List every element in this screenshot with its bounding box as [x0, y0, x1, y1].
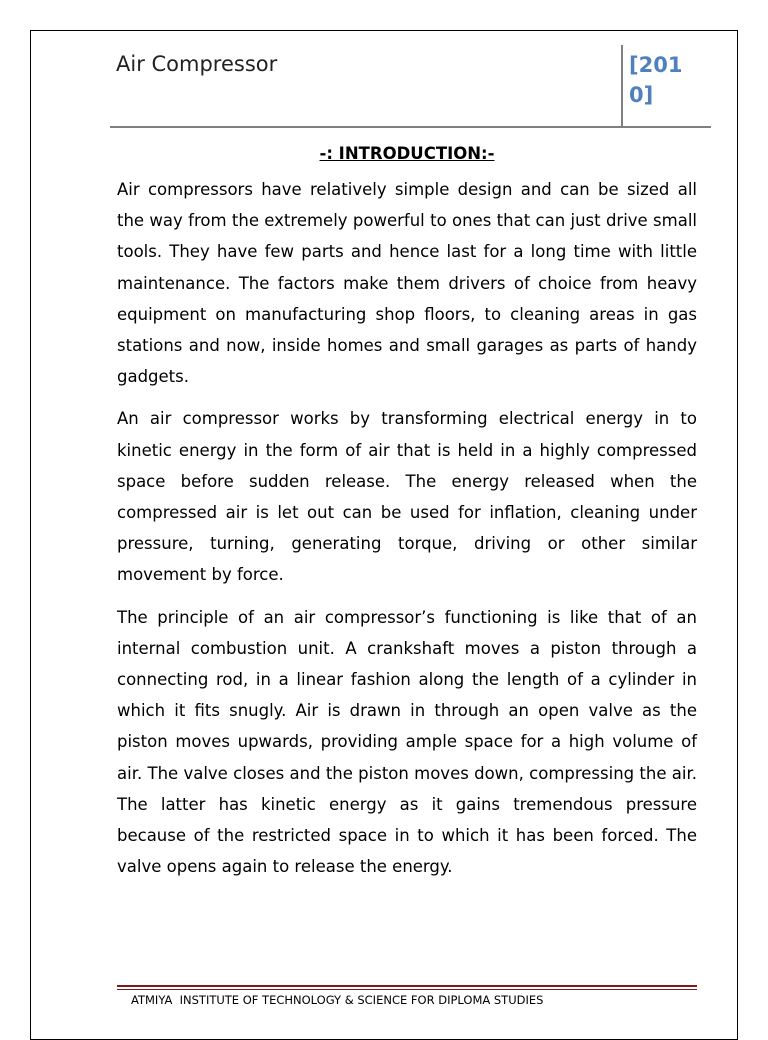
footer-institute-name: ATMIYA INSTITUTE OF TECHNOLOGY & SCIENCE FOR DIPLOMA STUDIES: [131, 993, 544, 1007]
paragraph-2: An air compressor works by transforming electrical energy in to kinetic energy in the form of air that is held in a highly compressed space before sudden release. The energy released when the compressed air is let out can be used for inflation, cleaning under pressure, turning, generating torque, driving or other similar movement by force.: [117, 409, 697, 585]
header-year-line-1: [201: [629, 53, 683, 77]
header-divider-vertical: [621, 45, 623, 127]
document-body: [117, 140, 697, 893]
paragraph-3: The principle of an air compressor’s functioning is like that of an internal combustion unit. A crankshaft moves a piston through a connecting rod, in a linear fashion along the length of a cylinder in which it fits snugly. Air is drawn in through an open valve as the piston moves upwards, providing ample space for a high volume of air. The valve closes and the piston moves down, compressing the air. The latter has kinetic energy as it gains tremendous pressure because of the restricted space in to which it has been forced. The valve opens again to release the energy.: [117, 607, 697, 877]
header-year: [629, 50, 699, 110]
footer-rule-thin: [117, 989, 697, 990]
header-title: Air Compressor: [116, 52, 278, 76]
header-divider-horizontal: [110, 126, 711, 128]
paragraph-1: Air compressors have relatively simple design and can be sized all the way from the extremely powerful to ones that can just drive small tools. They have few parts and hence last for a long time with little maintenance. The factors make them drivers of choice from heavy equipment on manufacturing shop floors, to cleaning areas in gas stations and now, inside homes and small garages as parts of handy gadgets.: [117, 180, 697, 387]
section-heading-introduction: -: INTRODUCTION:-: [319, 144, 495, 163]
header-year-line-2: 0]: [629, 83, 654, 107]
footer-rule-thick: [117, 985, 697, 987]
